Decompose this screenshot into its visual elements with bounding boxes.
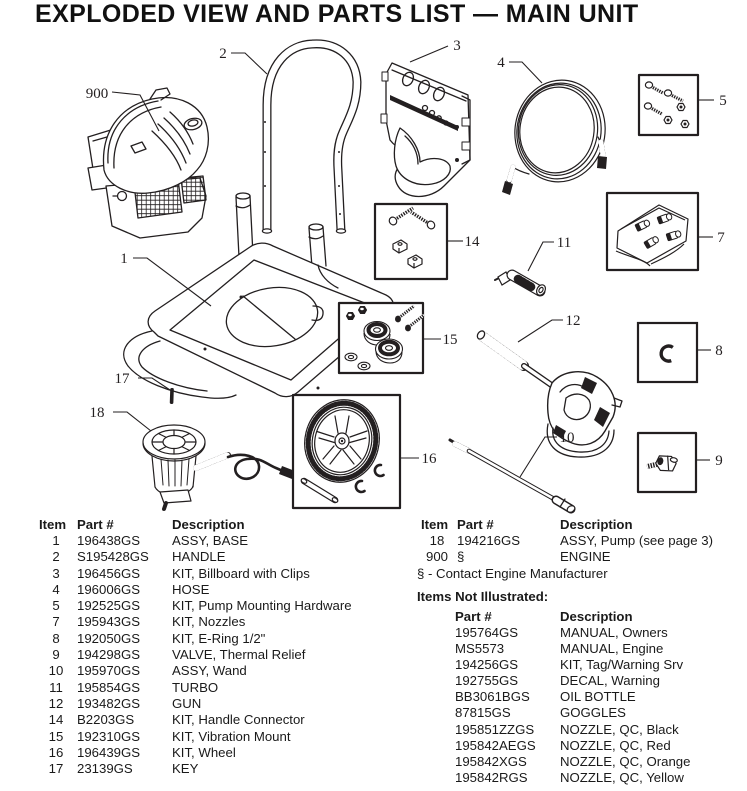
table-row: [417, 754, 745, 770]
table-row: [417, 549, 745, 565]
header-item: Item: [39, 517, 67, 532]
header-description: Description: [172, 517, 245, 532]
parts-table-main: [35, 516, 410, 777]
parts-table-secondary: [417, 516, 745, 786]
label-kit16: 16: [421, 451, 437, 467]
part-number-cell: 194256GS: [455, 657, 519, 673]
part-number-cell: 194216GS: [457, 533, 521, 548]
table-row: [35, 647, 410, 663]
indent-spacer: [417, 657, 455, 673]
description-cell: KIT, Handle Connector: [172, 712, 305, 728]
description-cell: TURBO: [172, 679, 219, 695]
table-row: [35, 533, 410, 549]
page-title: EXPLODED VIEW AND PARTS LIST — MAIN UNIT: [35, 0, 639, 28]
table-row: [417, 625, 745, 641]
part-number-cell: 192050GS: [77, 630, 141, 646]
description-cell: MANUAL, Owners: [560, 624, 668, 640]
nozzle-kit-drawing: [607, 193, 698, 270]
table-row: [417, 689, 745, 705]
table-row: [35, 663, 410, 679]
indent-spacer: [417, 673, 455, 689]
item-number-cell: 1: [52, 533, 60, 548]
label-kit7: 7: [717, 230, 725, 246]
indent-spacer: [417, 689, 455, 705]
table-row: [417, 738, 745, 754]
description-cell: HANDLE: [172, 549, 226, 565]
part-number-cell: 195854GS: [77, 679, 141, 695]
item-number-cell: 4: [52, 581, 60, 597]
table-header-row: [35, 516, 410, 533]
engine-footnote: § - Contact Engine Manufacturer: [417, 565, 608, 581]
part-number-cell: 193482GS: [77, 695, 141, 711]
label-hose: 4: [497, 55, 505, 71]
gun-drawing: [476, 330, 622, 458]
description-cell: NOZZLE, QC, Red: [560, 737, 671, 753]
label-gun: 12: [565, 313, 581, 329]
item-number-cell: 10: [48, 663, 64, 679]
description-cell: ASSY, BASE: [172, 533, 248, 548]
vibration-mount-kit-drawing: [339, 303, 424, 373]
part-number-cell: §: [457, 549, 465, 565]
part-number-cell: 195842RGS: [455, 769, 528, 785]
part-number-cell: B2203GS: [77, 712, 135, 728]
description-cell: HOSE: [172, 581, 210, 597]
item-number-cell: 8: [52, 630, 60, 646]
label-kit14: 14: [464, 234, 480, 250]
header-part: Part #: [455, 608, 492, 624]
header-part: Part #: [77, 517, 114, 532]
part-number-cell: 196006GS: [77, 581, 141, 597]
item-number-cell: 12: [48, 695, 64, 711]
table-row: [417, 533, 745, 549]
description-cell: KIT, Tag/Warning Srv: [560, 657, 684, 673]
label-kit15: 15: [442, 332, 458, 348]
part-number-cell: 196456GS: [77, 565, 141, 581]
ering-kit-drawing: [638, 323, 697, 382]
description-cell: KIT, Vibration Mount: [172, 728, 291, 744]
label-kit9: 9: [715, 453, 723, 469]
table-row: [35, 745, 410, 761]
part-number-cell: 195970GS: [77, 663, 141, 679]
thermal-valve-kit-drawing: [638, 433, 696, 492]
indent-spacer: [417, 609, 455, 625]
part-number-cell: 87815GS: [455, 705, 511, 721]
description-cell: KIT, Billboard with Clips: [172, 565, 310, 581]
item-number-cell: 7: [52, 614, 60, 630]
item-number-cell: 15: [48, 728, 64, 744]
header-part: Part #: [457, 517, 494, 532]
parts-rows: [417, 533, 745, 566]
description-cell: NOZZLE, QC, Orange: [560, 753, 691, 769]
description-cell: ASSY, Wand: [172, 663, 247, 679]
part-number-cell: 195851ZZGS: [455, 721, 535, 737]
handle-drawing: [262, 44, 357, 233]
table-row: [35, 598, 410, 614]
label-turbo: 11: [556, 235, 572, 251]
description-cell: OIL BOTTLE: [560, 689, 636, 705]
description-cell: KEY: [172, 761, 199, 777]
table-row: [417, 657, 745, 673]
table-row: [417, 722, 745, 738]
indent-spacer: [417, 641, 455, 657]
table-header-row: [417, 516, 745, 533]
label-pump: 18: [89, 405, 105, 421]
handle-connector-kit-drawing: [375, 204, 447, 279]
not-illustrated-table: [417, 609, 745, 786]
description-cell: DECAL, Warning: [560, 673, 660, 689]
turbo-nozzle-drawing: [495, 272, 547, 297]
indent-spacer: [417, 754, 455, 770]
label-billboard: 3: [453, 38, 461, 54]
pump-mounting-kit-drawing: [639, 75, 698, 135]
table-header-row: [417, 609, 745, 625]
item-number-cell: 3: [52, 565, 60, 581]
part-number-cell: 194298GS: [77, 647, 141, 663]
hose-drawing: [502, 74, 612, 195]
indent-spacer: [417, 705, 455, 721]
table-row: [417, 705, 745, 721]
description-cell: MANUAL, Engine: [560, 641, 664, 657]
parts-rows: [417, 625, 745, 786]
description-cell: GUN: [172, 695, 202, 711]
part-number-cell: 195842XGS: [455, 753, 527, 769]
parts-rows: [35, 533, 410, 777]
description-cell: KIT, E-Ring 1/2": [172, 630, 266, 646]
label-handle: 2: [219, 46, 227, 62]
description-cell: ENGINE: [560, 549, 611, 565]
label-engine: 900: [85, 86, 109, 102]
header-item: Item: [421, 517, 449, 532]
description-cell: GOGGLES: [560, 705, 626, 721]
item-number-cell: 14: [48, 712, 64, 728]
table-row: [417, 641, 745, 657]
table-row: [35, 729, 410, 745]
indent-spacer: [417, 722, 455, 738]
table-row: [35, 566, 410, 582]
description-cell: ASSY, Pump (see page 3): [560, 533, 713, 548]
indent-spacer: [417, 738, 455, 754]
table-row: [417, 673, 745, 689]
label-kit8: 8: [715, 343, 723, 359]
table-row: [35, 549, 410, 565]
part-number-cell: S195428GS: [77, 549, 149, 565]
part-number-cell: MS5573: [455, 641, 505, 657]
part-number-cell: 195943GS: [77, 614, 141, 630]
item-number-cell: 17: [48, 761, 64, 777]
label-base: 1: [120, 251, 128, 267]
label-wand: 10: [559, 430, 575, 446]
indent-spacer: [417, 770, 455, 786]
key-drawing: [170, 388, 174, 404]
description-cell: KIT, Nozzles: [172, 614, 246, 630]
header-description: Description: [560, 608, 633, 624]
table-row: [35, 680, 410, 696]
table-row: [35, 712, 410, 728]
part-number-cell: 23139GS: [77, 761, 133, 777]
table-row: [417, 770, 745, 786]
indent-spacer: [417, 625, 455, 641]
item-number-cell: 18: [429, 533, 445, 548]
item-number-cell: 5: [52, 598, 60, 614]
part-number-cell: 195842AEGS: [455, 737, 536, 753]
item-number-cell: 900: [425, 549, 448, 565]
label-key: 17: [114, 371, 130, 387]
pump-drawing: [143, 425, 295, 509]
part-number-cell: 192525GS: [77, 598, 141, 614]
item-number-cell: 9: [52, 647, 60, 663]
item-number-cell: 2: [52, 549, 60, 565]
not-illustrated-heading: Items Not Illustrated:: [417, 588, 549, 604]
description-cell: KIT, Pump Mounting Hardware: [172, 598, 352, 614]
description-cell: NOZZLE, QC, Black: [560, 721, 679, 737]
item-number-cell: 16: [48, 744, 64, 760]
part-number-cell: 195764GS: [455, 624, 519, 640]
table-row: [35, 696, 410, 712]
label-kit5: 5: [719, 93, 727, 109]
description-cell: NOZZLE, QC, Yellow: [560, 769, 684, 785]
wheel-kit-drawing: [293, 392, 400, 508]
part-number-cell: BB3061BGS: [455, 689, 530, 705]
table-row: [35, 631, 410, 647]
part-number-cell: 196439GS: [77, 744, 141, 760]
billboard-drawing: [381, 63, 470, 197]
table-row: [35, 582, 410, 598]
part-number-cell: 192755GS: [455, 673, 519, 689]
description-cell: VALVE, Thermal Relief: [172, 647, 306, 663]
part-number-cell: 196438GS: [77, 533, 141, 548]
description-cell: KIT, Wheel: [172, 744, 236, 760]
table-row: [35, 614, 410, 630]
item-number-cell: 11: [49, 679, 63, 695]
header-description: Description: [560, 517, 633, 532]
part-number-cell: 192310GS: [77, 728, 141, 744]
table-row: [35, 761, 410, 777]
